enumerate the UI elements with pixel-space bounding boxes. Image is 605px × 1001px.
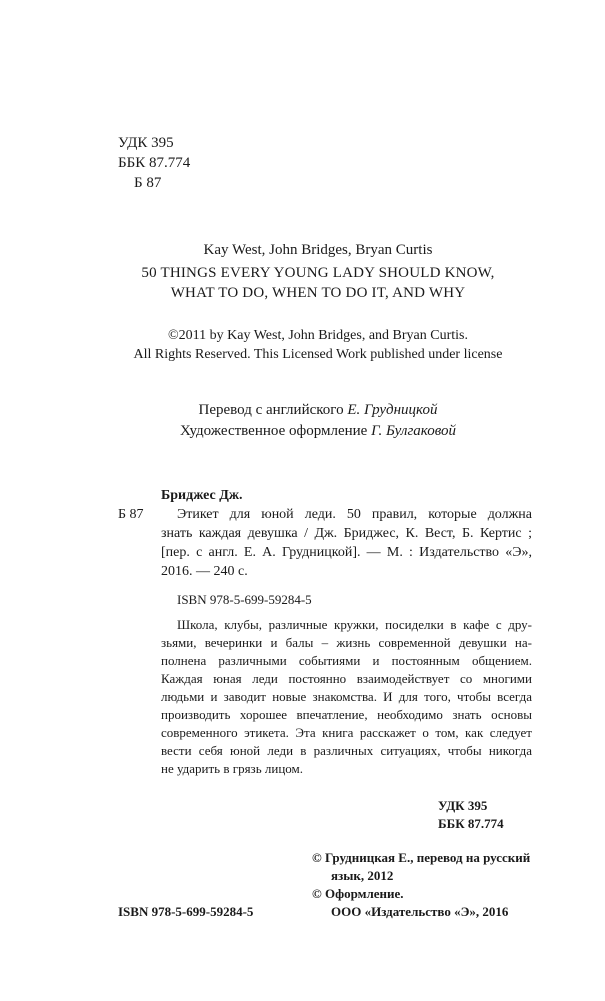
annotation-line: Каждая юная леди постоянно взаимодействует со многими xyxy=(161,671,532,686)
annotation-line: Школа, клубы, различные кружки, посиделки в кафе с дру- xyxy=(177,617,532,632)
translation-label: Перевод с английского xyxy=(198,402,344,418)
catalog-udk: УДК 395 xyxy=(438,798,488,813)
catalog-heading: Бриджес Дж. xyxy=(161,488,243,503)
original-title-line-1: 50 THINGS EVERY YOUNG LADY SHOULD KNOW, xyxy=(141,265,495,281)
original-copyright-line-2: All Rights Reserved. This Licensed Work published under license xyxy=(133,347,503,362)
catalog-bbk: ББК 87.774 xyxy=(438,816,504,831)
description-line: знать каждая девушка / Дж. Бриджес, К. Вест, Б. Кертис ; xyxy=(161,526,532,541)
annotation-line: современного этикета. Эта книга расскажет о том, как следует xyxy=(161,725,532,740)
description-line: Этикет для юной леди. 50 правил, которые должна xyxy=(177,507,532,522)
catalog-annotation xyxy=(161,616,532,778)
original-title-line-2: WHAT TO DO, WHEN TO DO IT, AND WHY xyxy=(170,285,466,301)
original-copyright-line-1: ©2011 by Kay West, John Bridges, and Bryan Curtis. xyxy=(168,328,468,343)
annotation-line: вести себя юной леди в различных ситуациях, чтобы никогда xyxy=(161,743,532,758)
catalog-description xyxy=(161,505,532,581)
original-authors: Kay West, John Bridges, Bryan Curtis xyxy=(203,242,433,258)
rights-design: © Оформление. xyxy=(312,886,404,901)
annotation-line: не ударить в грязь лицом. xyxy=(161,761,304,776)
annotation-line: полнена различными событиями и постоянным общением. xyxy=(161,653,532,668)
footer-isbn: ISBN 978-5-699-59284-5 xyxy=(118,904,254,919)
description-line: [пер. с англ. Е. А. Грудницкой]. — М. : Издательство «Э», xyxy=(161,545,532,560)
annotation-line: производить хорошее впечатление, необходимо знать основы xyxy=(161,707,532,722)
catalog-isbn: ISBN 978-5-699-59284-5 xyxy=(177,592,312,607)
udk-code: УДК 395 xyxy=(118,135,174,151)
translator-name: Е. Грудницкой xyxy=(347,402,438,418)
author-mark: Б 87 xyxy=(134,175,162,191)
annotation-line: людьми и заводит новые знакомства. И для того, чтобы всегда xyxy=(161,689,532,704)
rights-publisher: ООО «Издательство «Э», 2016 xyxy=(331,904,509,919)
description-line: 2016. — 240 с. xyxy=(161,564,248,579)
design-credit xyxy=(100,421,536,441)
annotation-line: зьями, вечеринки и балы – жизнь современной девушки на- xyxy=(161,635,532,650)
design-label: Художественное оформление xyxy=(179,423,368,439)
designer-name: Г. Булгаковой xyxy=(371,423,457,439)
bbk-code: ББК 87.774 xyxy=(118,155,191,171)
rights-translation-year: язык, 2012 xyxy=(331,868,394,883)
catalog-mark: Б 87 xyxy=(118,507,144,522)
rights-translation: © Грудницкая Е., перевод на русский xyxy=(312,850,531,865)
translation-credit xyxy=(100,400,536,420)
